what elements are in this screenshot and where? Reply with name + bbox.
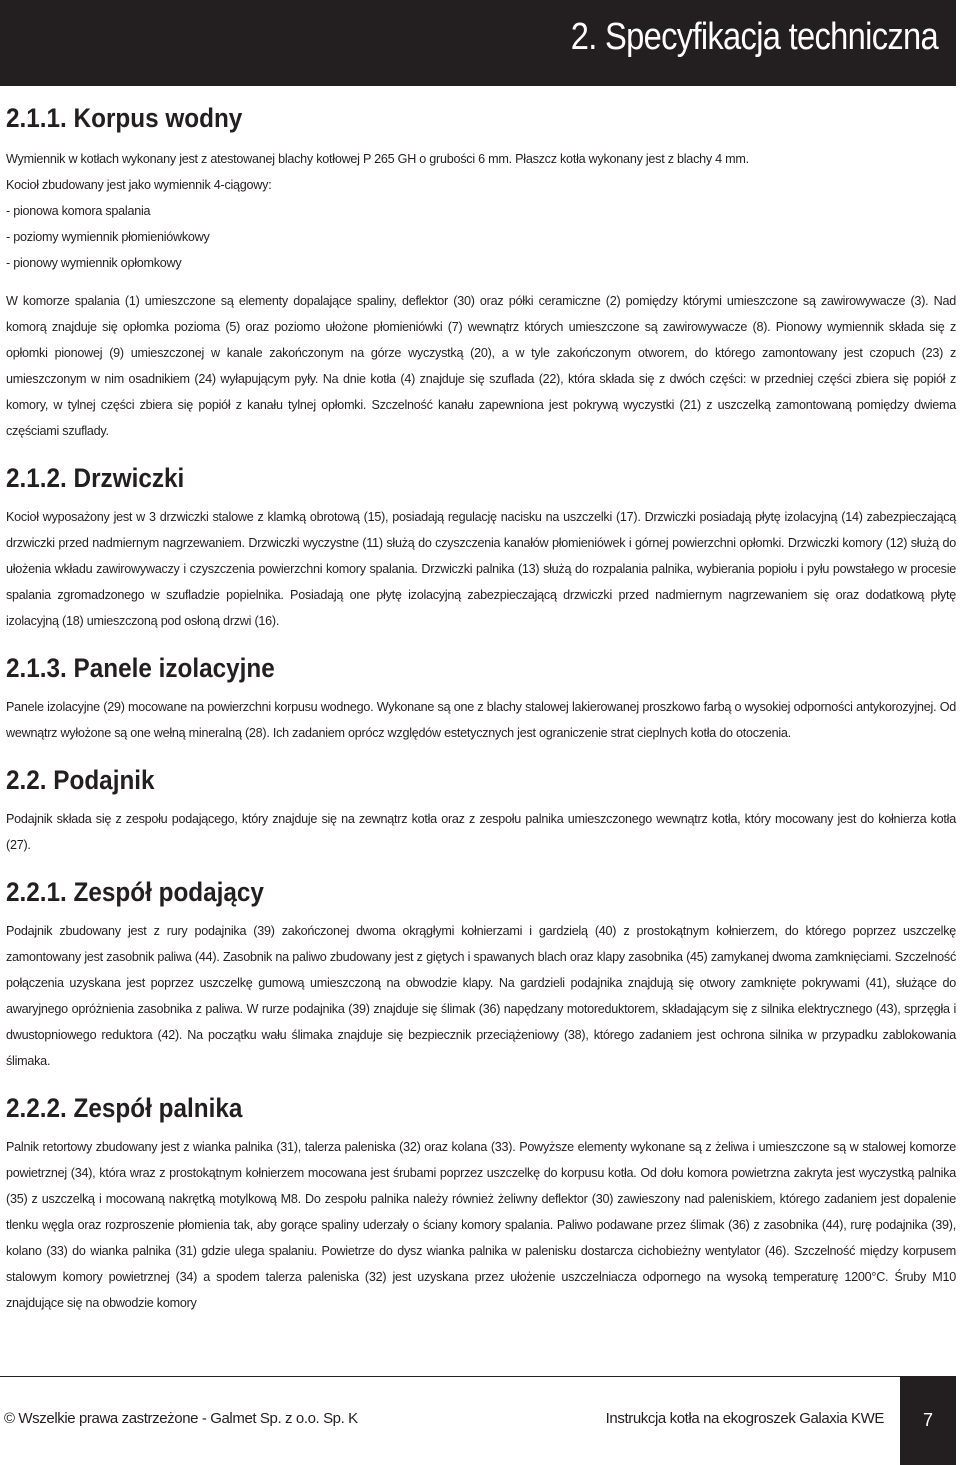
section-heading: 2.1.1. Korpus wodny <box>6 103 243 133</box>
paragraph: Kocioł wyposażony jest w 3 drzwiczki stalowe z klamką obrotową (15), posiadają regulację nacisku na uszczelki (17). Drzwiczki posiadają płytę izolacyjną (14) zabezpieczającą drzwiczki przed nadmiernym nagrzewaniem. Drzwiczki wyczystne (11) służą do czyszczenia kanałów płomieniówek i górnej powierzchni opłomki. Drzwiczki komory (12) służą do ułożenia wkładu zawirowywaczy i czyszczenia powierzchni komory spalania. Drzwiczki palnika (13) służą do rozpalania palnika, wybierania popiołu i pyłu powstałego w procesie spalania zgromadzonego w szufladzie popielnika. Posiadają one płytę izolacyjną zabezpieczającą drzwiczki przed nadmiernym nagrzewaniem się oraz dodatkową płytę izolacyjną (18) umieszczoną pod osłoną drzwi (16). <box>6 510 956 628</box>
page-number <box>900 1376 956 1465</box>
list-item: Kocioł zbudowany jest jako wymiennik 4-ciągowy: <box>6 178 272 192</box>
page-number-label: 7 <box>922 1410 933 1430</box>
section-drzwiczki <box>6 458 956 634</box>
paragraph: Podajnik zbudowany jest z rury podajnika (39) zakończonej dwoma okrągłymi kołnierzami i gardzielą (40) z prostokątnym kołnierzem, do którego poprzez uszczelkę zamontowany jest zasobnik paliwa (44). Zasobnik na paliwo zbudowany jest z giętych i spawanych blach oraz klapy zasobnika (45) zamykanej dwoma zamknięciami. Szczelność połączenia uzyskana jest poprzez uszczelkę gumową umieszczoną na obwodzie klapy. Na gardzieli podajnika znajdują się otwory zamknięte pokrywami (41), służące do awaryjnego opróżnienia zasobnika z paliwa. W rurze podajnika (39) znajduje się ślimak (36) napędzany motoreduktorem, składającym się z silnika elektrycznego (43), sprzęgła i dwustopniowego reduktora (42). Na początku wału ślimaka znajduje się bezpiecznik przeciążeniowy (38), którego zadaniem jest ochrona silnika w przypadku zablokowania ślimaka. <box>6 924 956 1068</box>
page-title: 2. Specyfikacja techniczna <box>570 16 938 58</box>
document-body <box>0 98 960 1316</box>
section-heading: 2.1.2. Drzwiczki <box>6 463 185 493</box>
section-zespol-podajacy <box>6 872 956 1074</box>
paragraph: Panele izolacyjne (29) mocowane na powierzchni korpusu wodnego. Wykonane są one z blachy stalowej lakierowanej proszkowo farbą o wysokiej odporności antykorozyjnej. Od wewnątrz wyłożone są one wełną mineralną (28). Ich zadaniem oprócz względów estetycznych jest ograniczenie strat cieplnych kotła do otoczenia. <box>6 700 956 740</box>
section-panele-izolacyjne <box>6 648 956 746</box>
document-title: Instrukcja kotła na ekogroszek Galaxia KWE <box>605 1410 884 1427</box>
section-heading: 2.2. Podajnik <box>6 765 155 795</box>
list-item: - poziomy wymiennik płomieniówkowy <box>6 230 210 244</box>
section-korpus-wodny <box>6 98 956 444</box>
section-podajnik <box>6 760 956 858</box>
paragraph: W komorze spalania (1) umieszczone są elementy dopalające spaliny, deflektor (30) oraz półki ceramiczne (2) pomiędzy którymi umieszczone są zawirowywacze (3). Nad komorą znajduje się opłomka pozioma (5) oraz poziomo ułożone płomieniówki (7) wewnątrz których umieszczone są zawirowywacze (8). Pionowy wymiennik składa się z opłomki pionowej (9) umieszczonej w kanale zakończonym na górze wyczystką (20), a w tyle zakończonym otworem, do którego zamontowany jest czopuch (23) z umieszczonym w nim osadnikiem (24) wyłapującym pyły. Na dnie kotła (4) znajduje się szuflada (22), która składa się z dwóch części: w przedniej części zbiera się popiół z komory, w tylnej części zbiera się popiół z kanału tylnej opłomki. Szczelność kanału zapewniona jest pokrywą wyczystki (21) z uszczelką zamontowaną pomiędzy dwiema częściami szuflady. <box>6 294 956 438</box>
section-zespol-palnika <box>6 1088 956 1316</box>
paragraph: Podajnik składa się z zespołu podającego, który znajduje się na zewnątrz kotła oraz z zespołu palnika umieszczonego wewnątrz kotła, który mocowany jest do kołnierza kotła (27). <box>6 812 956 852</box>
section-heading: 2.1.3. Panele izolacyjne <box>6 653 275 683</box>
footer-divider <box>0 1376 900 1377</box>
header-bar <box>0 0 956 86</box>
boiler-structure-list <box>6 172 956 276</box>
paragraph: Palnik retortowy zbudowany jest z wianka palnika (31), talerza paleniska (32) oraz kolana (33). Powyższe elementy wykonane są z żeliwa i umieszczone są w stalowej komorze powietrznej (34), która wraz z prostokątnym kołnierzem mocowana jest śrubami poprzez uszczelkę do korpusu kotła. Od dołu komora powietrzna zakryta jest wyczystką palnika (35) z uszczelką i mocowaną nakrętką motylkową M8. Do zespołu palnika należy również żeliwny deflektor (30) zawieszony nad paleniskiem, którego zadaniem jest dopalenie tlenku węgla oraz rozproszenie płomienia tak, aby gorące spaliny uderzały o ściany komory spalania. Paliwo podawane przez ślimak (36) z zasobnika (44), rurę podajnika (39), kolano (33) do wianka palnika (31) gdzie ulega spalaniu. Powietrze do dysz wianka palnika w palenisku dostarcza cichobieżny wentylator (46). Szczelność między korpusem stalowym komory powietrznej (34) a spodem talerza paleniska (32) jest uzyskana przez ułożenie uszczelniacza odpornego na wysoką temperaturę 1200°C. Śruby M10 znajdujące się na obwodzie komory <box>6 1140 956 1310</box>
list-item: - pionowy wymiennik opłomkowy <box>6 256 182 270</box>
list-item: - pionowa komora spalania <box>6 204 151 218</box>
paragraph: Wymiennik w kotłach wykonany jest z atestowanej blachy kotłowej P 265 GH o grubości 6 mm. Płaszcz kotła wykonany jest z blachy 4 mm. <box>6 152 749 166</box>
section-heading: 2.2.2. Zespół palnika <box>6 1093 243 1123</box>
copyright-notice: © Wszelkie prawa zastrzeżone - Galmet Sp. z o.o. Sp. K <box>4 1410 358 1427</box>
section-heading: 2.2.1. Zespół podający <box>6 877 264 907</box>
